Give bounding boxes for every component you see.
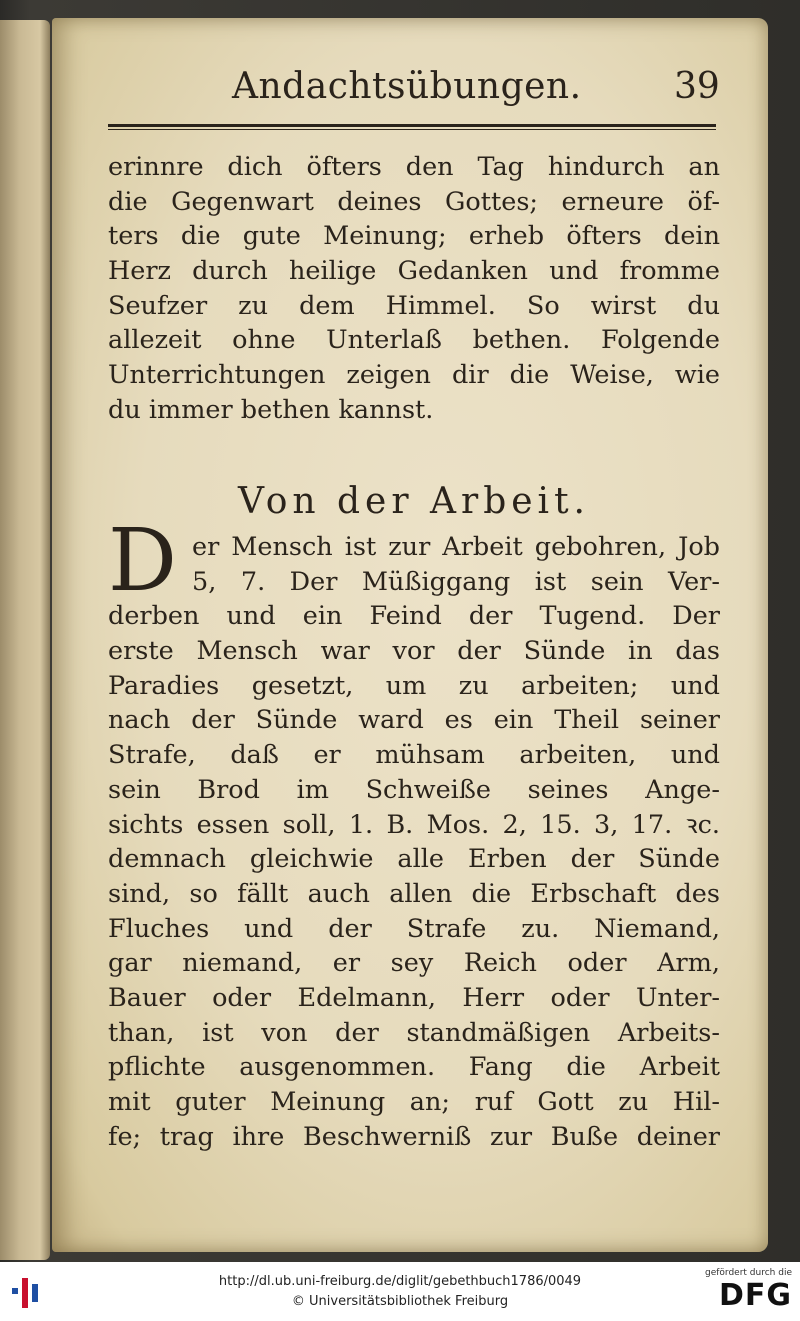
copyright-notice: © Universitätsbibliothek Freiburg bbox=[291, 1294, 509, 1309]
text-line: 5, 7. Der Müßiggang ist sein Ver- bbox=[192, 566, 720, 597]
text-line: er Mensch ist zur Arbeit gebohren, Job bbox=[192, 532, 720, 562]
text-line: Herz durch heilige Gedanken und fromme bbox=[108, 256, 720, 287]
text-line: gar niemand, er sey Reich oder Arm, bbox=[108, 948, 720, 979]
dfg-logo: DFG bbox=[718, 1278, 792, 1313]
text-line: nach der Sünde ward es ein Theil seiner bbox=[108, 705, 720, 736]
page-number: 39 bbox=[674, 66, 720, 107]
text-line: fe; trag ihre Beschwerniß zur Buße deiner bbox=[108, 1121, 720, 1152]
permalink[interactable]: http://dl.ub.uni-freiburg.de/diglit/gebethbuch1786/0049 bbox=[218, 1274, 582, 1289]
citation bbox=[0, 1272, 800, 1312]
text-line: pflichte ausgenommen. Fang die Arbeit bbox=[108, 1052, 720, 1083]
text-line: allezeit ohne Unterlaß bethen. Folgende bbox=[108, 325, 720, 356]
text-line: demnach gleichwie alle Erben der Sünde bbox=[108, 844, 720, 875]
text-line: mit guter Meinung an; ruf Gott zu Hil- bbox=[108, 1087, 720, 1117]
text-line: du immer bethen kannst. bbox=[108, 394, 434, 425]
text-line: ters die gute Meinung; erheb öfters dein bbox=[108, 221, 720, 252]
text-line: die Gegenwart deines Gottes; erneure öf- bbox=[108, 186, 720, 217]
text-line: Strafe, daß er mühsam arbeiten, und bbox=[108, 740, 720, 771]
text-line: Fluches und der Strafe zu. Niemand, bbox=[108, 913, 720, 944]
dfg-badge bbox=[704, 1268, 792, 1316]
text-line: sichts essen soll, 1. B. Mos. 2, 15. 3, 17. ꝛc. bbox=[108, 809, 720, 840]
facing-page-edge bbox=[0, 20, 50, 1260]
text-line: Bauer oder Edelmann, Herr oder Unter- bbox=[108, 982, 720, 1013]
dfg-funding-note: gefördert durch die bbox=[705, 1268, 792, 1278]
text-line: erste Mensch war vor der Sünde in das bbox=[108, 636, 720, 667]
text-line: Paradies gesetzt, um zu arbeiten; und bbox=[108, 670, 720, 701]
text-line: sein Brod im Schweiße seines Ange- bbox=[108, 774, 720, 805]
paragraph-2 bbox=[108, 530, 720, 1154]
text-line: Seufzer zu dem Himmel. So wirst du bbox=[108, 290, 720, 321]
text-line: sind, so fällt auch allen die Erbschaft des bbox=[108, 878, 720, 909]
text-line: than, ist von der standmäßigen Arbeits- bbox=[108, 1017, 720, 1048]
running-head: Andachtsübungen. bbox=[232, 66, 582, 107]
drop-cap: D bbox=[108, 511, 177, 611]
viewer-footer bbox=[0, 1262, 800, 1321]
section-heading: Von der Arbeit. bbox=[238, 481, 590, 522]
book-page bbox=[52, 18, 768, 1252]
header-rule bbox=[108, 124, 716, 130]
text-line: erinnre dich öfters den Tag hindurch an bbox=[108, 152, 720, 182]
text-line: derben und ein Feind der Tugend. Der bbox=[108, 601, 720, 632]
text-line: Unterrichtungen zeigen dir die Weise, wie bbox=[108, 360, 720, 391]
paragraph-1 bbox=[108, 150, 720, 428]
